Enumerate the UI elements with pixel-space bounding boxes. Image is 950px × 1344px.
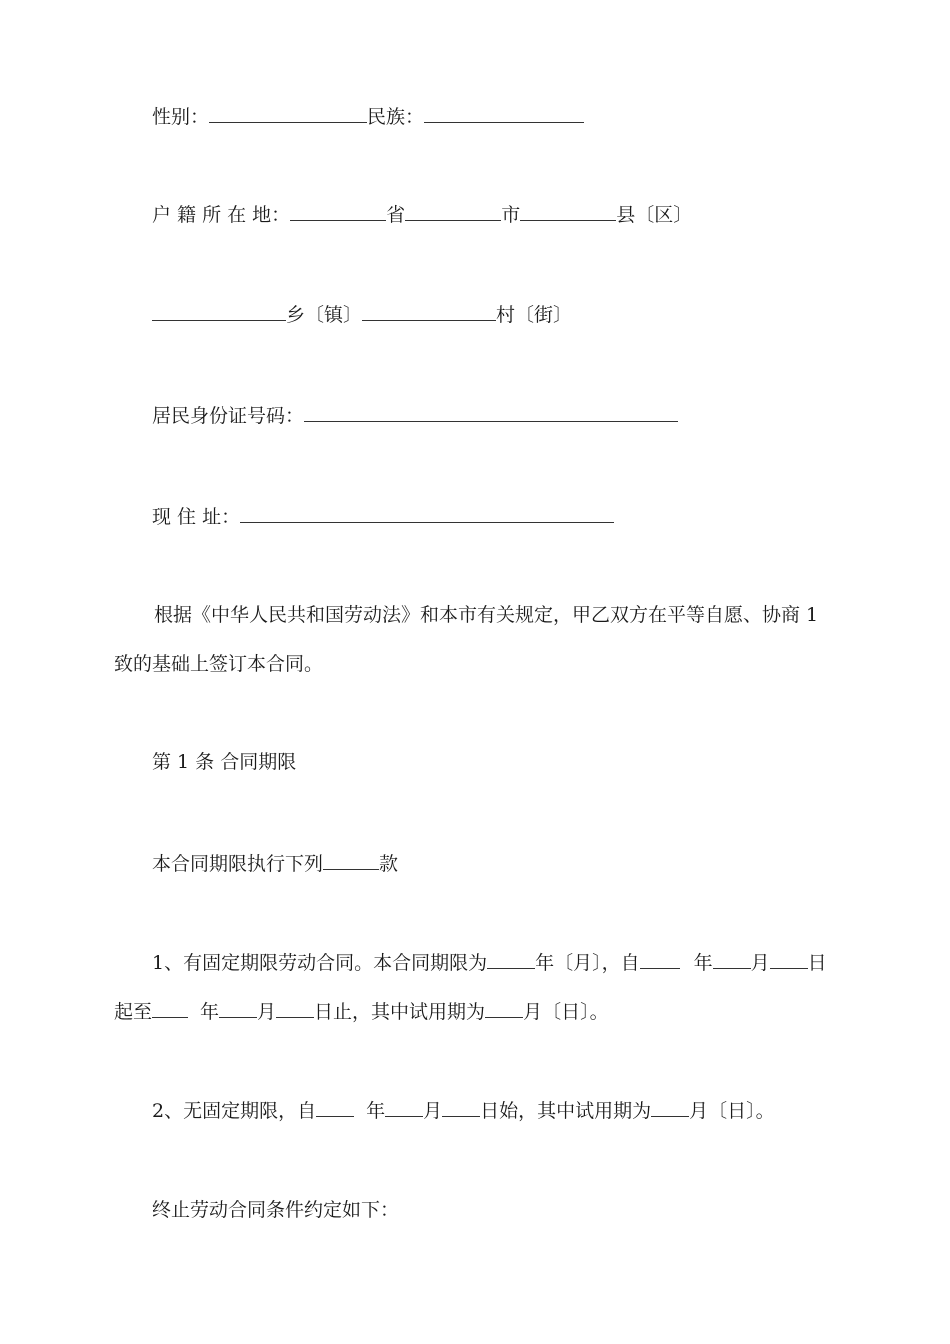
start-month-blank[interactable]: [713, 950, 751, 969]
item-2-text-e: 月〔日〕。: [689, 1100, 775, 1122]
household-row: [152, 202, 692, 226]
clause-intro-row: [152, 851, 398, 875]
open-start-day-blank[interactable]: [442, 1098, 480, 1117]
township-label: 乡〔镇〕: [286, 304, 363, 326]
ethnicity-label: 民族：: [367, 106, 425, 128]
village-blank[interactable]: [362, 302, 496, 321]
clause-number-blank[interactable]: [323, 851, 379, 870]
gender-label: 性别：: [152, 106, 210, 128]
start-day-blank[interactable]: [770, 950, 808, 969]
item-1-line-2: [114, 999, 609, 1023]
item-1-text-h: 月: [257, 1001, 277, 1023]
item-1-text-d: 月: [750, 952, 770, 974]
clause-intro-text: 本合同期限执行下列: [152, 853, 324, 875]
id-blank[interactable]: [304, 403, 678, 422]
city-blank[interactable]: [405, 202, 501, 221]
id-number-row: [152, 403, 678, 427]
clause-intro-suffix: 款: [379, 853, 399, 875]
open-start-year-blank[interactable]: [316, 1098, 354, 1117]
end-month-blank[interactable]: [219, 999, 257, 1018]
gender-blank[interactable]: [209, 104, 367, 123]
item-1-text-c: 年: [693, 952, 713, 974]
item-1-text-j: 月〔日〕。: [523, 1001, 609, 1023]
end-year-blank[interactable]: [152, 999, 188, 1018]
item-1-text-e: 日: [807, 952, 827, 974]
township-row: [152, 302, 572, 326]
county-blank[interactable]: [520, 202, 616, 221]
item-2-text-a: 2、无固定期限，自: [152, 1100, 317, 1122]
preamble-line-1: 根据《中华人民共和国劳动法》和本市有关规定，甲乙双方在平等自愿、协商 1: [154, 604, 819, 626]
household-label: 户 籍 所 在 地：: [152, 204, 291, 226]
item-2-text-c: 月: [423, 1100, 443, 1122]
article-1-title: 第 1 条 合同期限: [152, 751, 297, 773]
city-label: 市: [501, 204, 521, 226]
item-1-text-f: 起至: [114, 1001, 153, 1023]
county-label: 县〔区〕: [616, 204, 693, 226]
township-blank[interactable]: [152, 302, 286, 321]
village-label: 村〔街〕: [496, 304, 573, 326]
item-1-text-b: 年〔月〕，自: [535, 952, 640, 974]
address-row: [152, 504, 614, 528]
preamble-line-2: 致的基础上签订本合同。: [114, 653, 324, 675]
item-2-line: [152, 1098, 775, 1122]
address-blank[interactable]: [240, 504, 614, 523]
end-day-blank[interactable]: [276, 999, 314, 1018]
item-1-text-a: 1、有固定期限劳动合同。本合同期限为: [152, 952, 488, 974]
item-1-text-g: 年: [200, 1001, 220, 1023]
address-label: 现 住 址：: [152, 506, 241, 528]
province-blank[interactable]: [290, 202, 386, 221]
probation-blank-1[interactable]: [485, 999, 523, 1018]
id-label: 居民身份证号码：: [152, 405, 305, 427]
probation-blank-2[interactable]: [651, 1098, 689, 1117]
item-2-text-d: 日始，其中试用期为: [480, 1100, 652, 1122]
item-1-text-i: 日止，其中试用期为: [314, 1001, 486, 1023]
termination-intro: 终止劳动合同条件约定如下：: [152, 1199, 400, 1221]
item-1-line-1: [152, 950, 827, 974]
gender-ethnicity-row: [152, 104, 584, 128]
ethnicity-blank[interactable]: [424, 104, 584, 123]
province-label: 省: [386, 204, 406, 226]
open-start-month-blank[interactable]: [385, 1098, 423, 1117]
item-2-text-b: 年: [366, 1100, 386, 1122]
start-year-blank[interactable]: [640, 950, 680, 969]
term-length-blank[interactable]: [487, 950, 535, 969]
